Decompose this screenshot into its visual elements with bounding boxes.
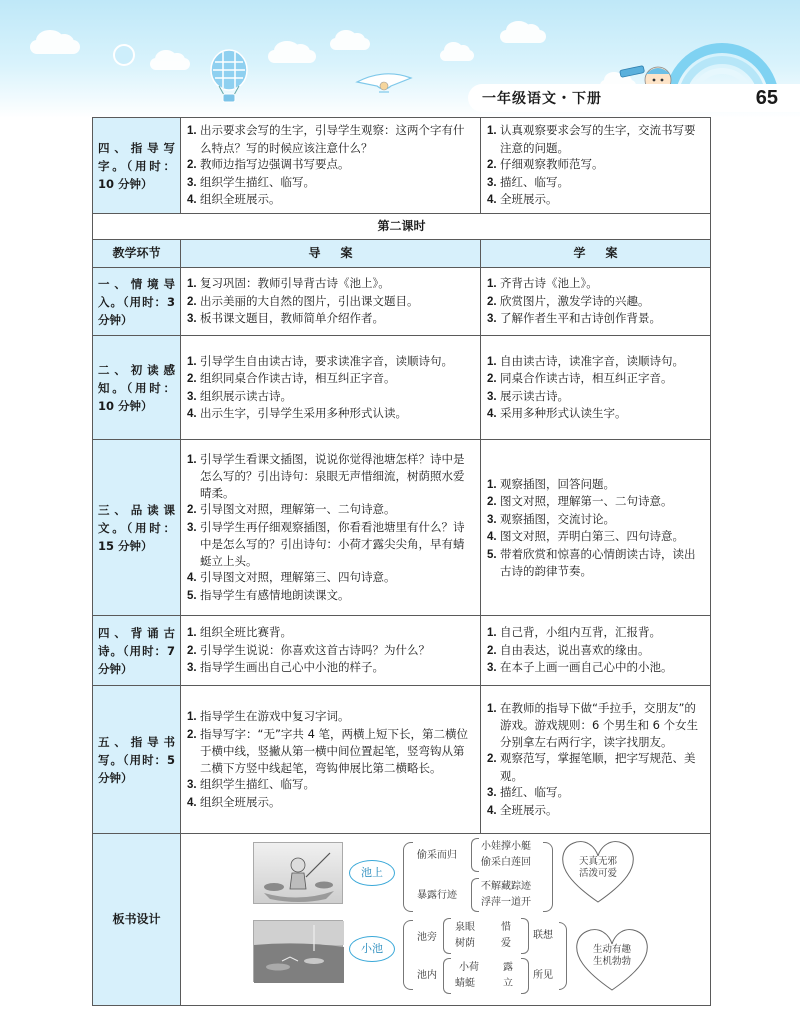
board-text: 池内 (417, 970, 437, 981)
board-text: 生机勃勃 (592, 956, 631, 967)
list-item: 3. 描红、临写。 (487, 174, 569, 189)
illustration-boy-boat (253, 842, 343, 904)
list-item: 1. 复习巩固：教师引导背古诗《池上》。 (187, 276, 390, 291)
stage-cell: 一、情境导入。（用时：3 分钟） (93, 268, 181, 336)
list-item: 4. 采用多种形式认读生字。 (487, 406, 627, 420)
list-item: 4. 组织全班展示。 (187, 794, 281, 809)
lesson-plan-table (92, 117, 710, 1006)
guide-cell (181, 118, 481, 214)
guide-cell (181, 686, 481, 834)
list-item: 3. 组织展示读古诗。 (187, 388, 292, 403)
list-item: 1. 组织全班比赛背。 (187, 625, 292, 640)
illustration-pond (253, 920, 343, 982)
board-text: 爱 (501, 938, 511, 949)
table-row (93, 440, 711, 616)
list-item: 1. 在教师的指导下做“手拉手，交朋友”的游戏。游戏规则：6 个男生和 6 个女生分别拿左右两行字，读字找朋友。 (487, 700, 699, 749)
list-item: 2. 教师边指写边强调书写要点。 (187, 157, 350, 172)
list-item: 4. 出示生字，引导学生采用多种形式认读。 (187, 406, 407, 420)
cloud-decoration (268, 50, 316, 63)
brace-line (403, 842, 413, 912)
board-text: 小荷 (459, 962, 479, 973)
list-item: 3. 板书课文题目，教师简单介绍作者。 (187, 311, 384, 326)
board-text: 露 (503, 962, 513, 973)
list-item: 3. 指导学生画出自己心中小池的样子。 (187, 660, 384, 675)
list-item: 2. 欣赏图片，激发学诗的兴趣。 (487, 293, 650, 308)
list-item: 1. 出示要求会写的生字，引导学生观察：这两个字有什么特点？写的时候应该注意什么？ (187, 123, 465, 155)
pond-image (254, 921, 344, 983)
board-text: 生动有趣 (592, 944, 631, 955)
study-cell (481, 268, 711, 336)
stage-cell: 二、初读感知。（用时：10 分钟） (93, 336, 181, 440)
list-item: 3. 观察插图，交流讨论。 (487, 511, 615, 526)
table-row (93, 268, 711, 336)
study-cell (481, 440, 711, 616)
list-item: 2. 自由表达，说出喜欢的缘由。 (487, 642, 650, 657)
list-item: 5. 指导学生有感情地朗读课文。 (187, 587, 350, 602)
table-row (93, 686, 711, 834)
cloud-decoration (150, 58, 190, 70)
brace-line (521, 958, 529, 994)
board-text: 蜻蜓 (455, 978, 475, 989)
list-item: 3. 展示读古诗。 (487, 388, 569, 403)
board-text: 偷采白莲回 (481, 857, 531, 868)
list-item: 3. 组织学生描红、临写。 (187, 174, 315, 189)
poem-title-tag-xiaochi: 小池 (349, 936, 395, 962)
heart-text (581, 944, 643, 968)
book-title: 一年级语文・下册 (482, 91, 602, 107)
stage-cell: 三、品读课文。（用时：15 分钟） (93, 440, 181, 616)
board-design (181, 834, 711, 1006)
list-item: 1. 观察插图，回答问题。 (487, 476, 615, 491)
cloud-decoration (330, 38, 370, 50)
board-text: 泉眼 (455, 922, 475, 933)
cloud-decoration (440, 50, 474, 61)
board-text: 池旁 (417, 932, 437, 943)
header-banner (0, 0, 800, 118)
board-text: 天真无邪 (578, 856, 617, 867)
board-text: 浮萍一道开 (481, 897, 531, 908)
list-item: 1. 齐背古诗《池上》。 (487, 276, 598, 291)
board-text: 所见 (533, 970, 553, 981)
list-item: 3. 了解作者生平和古诗创作背景。 (487, 311, 661, 326)
session-row (93, 214, 711, 240)
list-item: 1. 指导学生在游戏中复习字词。 (187, 709, 350, 723)
list-item: 2. 观察范写，掌握笔顺，把字写规范、美观。 (487, 751, 696, 783)
list-item: 2. 图文对照，理解第一、二句诗意。 (487, 494, 673, 508)
session-title: 第二课时 (93, 214, 711, 240)
study-cell (481, 118, 711, 214)
list-item: 1. 引导学生自由读古诗，要求读准字音，读顺诗句。 (187, 353, 453, 368)
table-row (93, 118, 711, 214)
list-item: 4. 组织全班展示。 (187, 192, 281, 207)
list-item: 2. 引导学生说说：你喜欢这首古诗吗？为什么？ (187, 642, 430, 657)
study-cell (481, 616, 711, 686)
list-item: 5. 带着欣赏和惊喜的心情朗读古诗，读出古诗的韵律节奏。 (487, 546, 696, 578)
board-text: 活泼可爱 (578, 868, 617, 879)
board-design-cell (181, 834, 711, 1006)
hot-air-balloon-icon (205, 48, 253, 104)
column-header-study: 学案 (481, 240, 711, 268)
list-item: 3. 组织学生描红、临写。 (187, 777, 315, 791)
board-text: 树荫 (455, 938, 475, 949)
table-row (93, 616, 711, 686)
list-item: 1. 自由读古诗，读准字音，读顺诗句。 (487, 353, 684, 368)
stage-cell: 四、背诵古诗。（用时：7 分钟） (93, 616, 181, 686)
list-item: 1. 自己背，小组内互背，汇报背。 (487, 625, 661, 640)
board-text: 不解藏踪迹 (481, 881, 531, 892)
guide-cell (181, 440, 481, 616)
list-item: 4. 图文对照，弄明白第三、四句诗意。 (487, 529, 684, 543)
poem-title-tag-chishang: 池上 (349, 860, 395, 886)
header-bar (468, 84, 800, 112)
list-item: 3. 引导学生再仔细观察插图，你看看池塘里有什么？诗中是怎么写的？引出诗句：小荷才露尖尖角，早有蜻蜓立上头。 (187, 519, 465, 568)
guide-cell (181, 336, 481, 440)
guide-cell (181, 268, 481, 336)
board-text: 惜 (501, 922, 511, 933)
column-header-stage: 教学环节 (93, 240, 181, 268)
list-item: 3. 在本子上画一画自己心中的小池。 (487, 660, 673, 675)
brace-line (471, 878, 479, 912)
stage-cell: 四、指导写字。（用时：10 分钟） (93, 118, 181, 214)
board-design-row (93, 834, 711, 1006)
guide-cell (181, 616, 481, 686)
heart-text (567, 856, 629, 880)
cloud-decoration (30, 40, 80, 54)
board-text: 立 (503, 978, 513, 989)
list-item: 2. 引导图文对照，理解第一、二句诗意。 (187, 502, 396, 517)
brace-line (471, 838, 479, 872)
board-text: 联想 (533, 930, 553, 941)
brace-line (559, 922, 567, 990)
board-text: 小娃撑小艇 (481, 841, 531, 852)
boy-boat-image (254, 843, 344, 905)
board-text: 暴露行迹 (417, 890, 457, 901)
list-item: 4. 全班展示。 (487, 802, 558, 817)
column-header-guide: 导案 (181, 240, 481, 268)
board-design-label: 板书设计 (93, 834, 181, 1006)
sun-icon (113, 44, 135, 66)
brace-line (403, 920, 413, 990)
column-header-row (93, 240, 711, 268)
list-item: 2. 仔细观察教师范写。 (487, 157, 604, 172)
list-item: 2. 出示美丽的大自然的图片，引出课文题目。 (187, 293, 419, 308)
list-item: 4. 全班展示。 (487, 192, 558, 207)
list-item: 2. 组织同桌合作读古诗，相互纠正字音。 (187, 371, 396, 385)
study-cell (481, 336, 711, 440)
list-item: 4. 引导图文对照，理解第三、四句诗意。 (187, 570, 396, 585)
table-row (93, 336, 711, 440)
brace-line (543, 842, 553, 912)
board-text: 偷采而归 (417, 850, 457, 861)
list-item: 2. 指导写字：“无”字共 4 笔，两横上短下长，第二横位于横中线，竖撇从第一横中间位置起笔，竖弯钩从第二横下方竖中线起笔，弯钩伸展比第二横略长。 (187, 726, 469, 775)
list-item: 1. 引导学生看课文插图，说说你觉得池塘怎样？诗中是怎么写的？引出诗句：泉眼无声惜细流，树荫照水爱晴柔。 (187, 451, 465, 500)
brace-line (443, 918, 451, 954)
brace-line (521, 918, 529, 954)
list-item: 1. 认真观察要求会写的生字，交流书写要注意的问题。 (487, 123, 696, 155)
glider-icon (355, 68, 413, 98)
brace-line (443, 958, 451, 994)
cloud-decoration (500, 30, 546, 43)
list-item: 2. 同桌合作读古诗，相互纠正字音。 (487, 371, 673, 385)
study-cell (481, 686, 711, 834)
page-number: 65 (755, 86, 778, 109)
list-item: 3. 描红、临写。 (487, 785, 569, 800)
stage-cell: 五、指导书写。（用时：5 分钟） (93, 686, 181, 834)
